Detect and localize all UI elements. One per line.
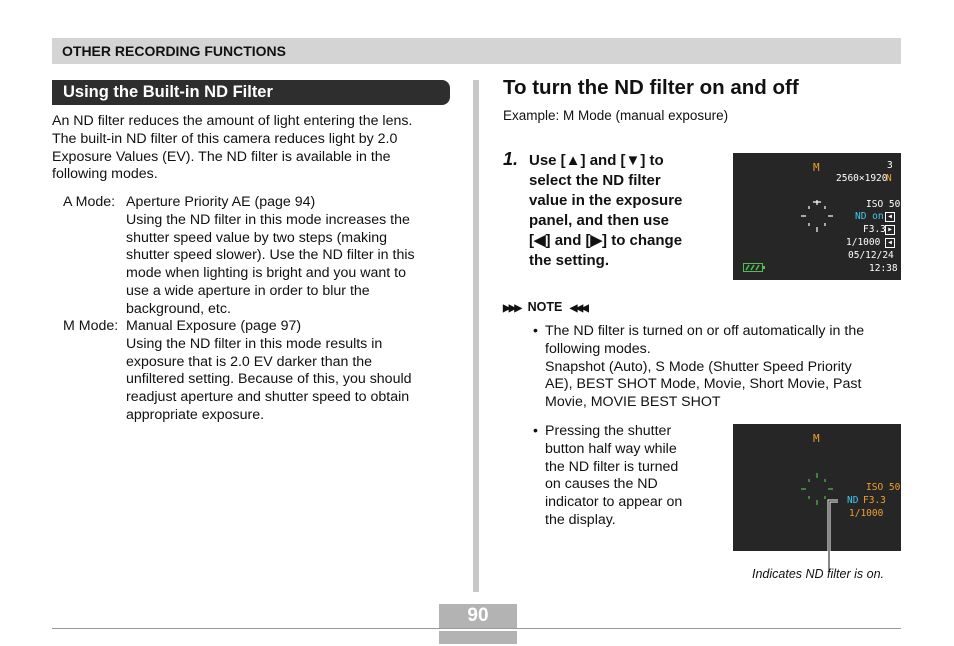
page-number: 90	[467, 605, 489, 626]
aperture-value: F3.3	[863, 224, 886, 235]
text-line: panel, and then use	[529, 212, 670, 229]
left-arrow-icon: ◀	[885, 238, 895, 248]
left-arrow-icon: ◀	[885, 212, 895, 222]
a-mode-title: Aperture Priority AE (page 94)	[126, 194, 316, 210]
text-line: Using the ND filter in this mode results in	[126, 335, 383, 352]
camera-screen-exposure-panel	[733, 153, 901, 280]
iso-value: ISO 50	[866, 199, 901, 210]
figure-caption: Indicates ND filter is on.	[752, 567, 884, 581]
time-display: 12:38	[869, 263, 898, 274]
note-bullet-1	[545, 323, 864, 412]
note-arrows-icon: ◀◀◀	[569, 303, 587, 314]
page-header	[52, 38, 901, 64]
text-line: Use [▲] and [▼] to	[529, 152, 664, 169]
intro-paragraph	[52, 113, 412, 184]
bullet-marker: •	[533, 323, 538, 339]
text-line: Pressing the shutter	[545, 423, 672, 439]
text-line: exposure that is 2.0 EV darker than the	[126, 353, 373, 370]
page-number-tab	[439, 631, 517, 644]
nd-indicator: ND	[847, 495, 859, 506]
note-label: NOTE	[527, 300, 563, 314]
text-line: The built-in ND filter of this camera reduces light by 2.0	[52, 130, 398, 147]
note-heading	[503, 300, 587, 314]
column-divider	[473, 80, 479, 592]
step-number: 1.	[503, 149, 519, 169]
focus-frame-icon	[799, 198, 835, 234]
shot-count: 3	[887, 160, 893, 171]
text-line: An ND filter reduces the amount of light entering the lens.	[52, 113, 413, 129]
quality-indicator: N	[886, 173, 892, 184]
text-line: indicator to appear on	[545, 494, 683, 511]
text-line: background, etc.	[126, 300, 231, 317]
text-line: Exposure Values (EV). The ND filter is available in the	[52, 148, 391, 165]
shutter-value: 1/1000	[849, 508, 884, 519]
callout-line	[826, 494, 840, 574]
a-mode-label: A Mode:	[63, 194, 116, 210]
camera-screen-half-press	[733, 424, 901, 551]
text-line: [◀] and [▶] to change	[529, 232, 683, 249]
section-title-bar	[52, 80, 450, 105]
text-line: mode when lighting is bright and you want to	[126, 265, 406, 282]
m-mode-description	[126, 318, 412, 425]
note-arrows-icon: ▶▶▶	[503, 303, 521, 314]
mode-indicator: M	[813, 161, 820, 174]
text-line: select the ND filter	[529, 172, 661, 189]
mode-indicator: M	[813, 432, 820, 445]
text-line: following modes.	[545, 340, 651, 357]
aperture-value: F3.3	[863, 495, 886, 506]
example-text: Example: M Mode (manual exposure)	[503, 108, 729, 123]
text-line: shutter speed value by two steps (making	[126, 229, 388, 246]
m-mode-label: M Mode:	[63, 318, 119, 334]
right-arrow-icon: ▶	[885, 225, 895, 235]
text-line: use a wide aperture in order to blur the	[126, 282, 370, 299]
text-line: shutter speed slower). Use the ND filter in this	[126, 247, 415, 264]
text-line: Snapshot (Auto), S Mode (Shutter Speed Priority	[545, 358, 852, 375]
footer-rule	[52, 628, 901, 629]
text-line: on causes the ND	[545, 476, 658, 493]
shutter-value: 1/1000	[846, 237, 881, 248]
battery-icon	[743, 263, 765, 273]
text-line: AE), BEST SHOT Mode, Movie, Short Movie, Past	[545, 376, 862, 393]
bullet-marker: •	[533, 423, 538, 439]
text-line: value in the exposure	[529, 192, 683, 209]
iso-value: ISO 50	[866, 482, 901, 493]
right-title: To turn the ND filter on and off	[503, 76, 799, 99]
header-title: OTHER RECORDING FUNCTIONS	[62, 43, 286, 59]
date-display: 05/12/24	[848, 250, 894, 261]
section-title: Using the Built-in ND Filter	[63, 83, 273, 101]
step-instruction	[529, 151, 724, 271]
text-line: appropriate exposure.	[126, 406, 265, 423]
text-line: readjust aperture and shutter speed to obtain	[126, 389, 410, 406]
text-line: The ND filter is turned on or off automatically in the	[545, 323, 865, 339]
text-line: button half way while	[545, 440, 677, 457]
text-line: Using the ND filter in this mode increases the	[126, 211, 410, 228]
image-size: 2560×1920	[836, 173, 888, 184]
m-mode-title: Manual Exposure (page 97)	[126, 318, 302, 334]
text-line: the ND filter is turned	[545, 458, 679, 475]
text-line: unfiltered setting. Because of this, you should	[126, 371, 412, 388]
text-line: the display.	[545, 511, 616, 528]
text-line: Movie, MOVIE BEST SHOT	[545, 394, 721, 411]
a-mode-description	[126, 194, 415, 319]
page-number-box	[439, 604, 517, 628]
text-line: following modes.	[52, 166, 158, 183]
text-line: the setting.	[529, 252, 610, 269]
note-bullet-2	[545, 423, 682, 530]
nd-setting: ND on	[855, 211, 884, 222]
